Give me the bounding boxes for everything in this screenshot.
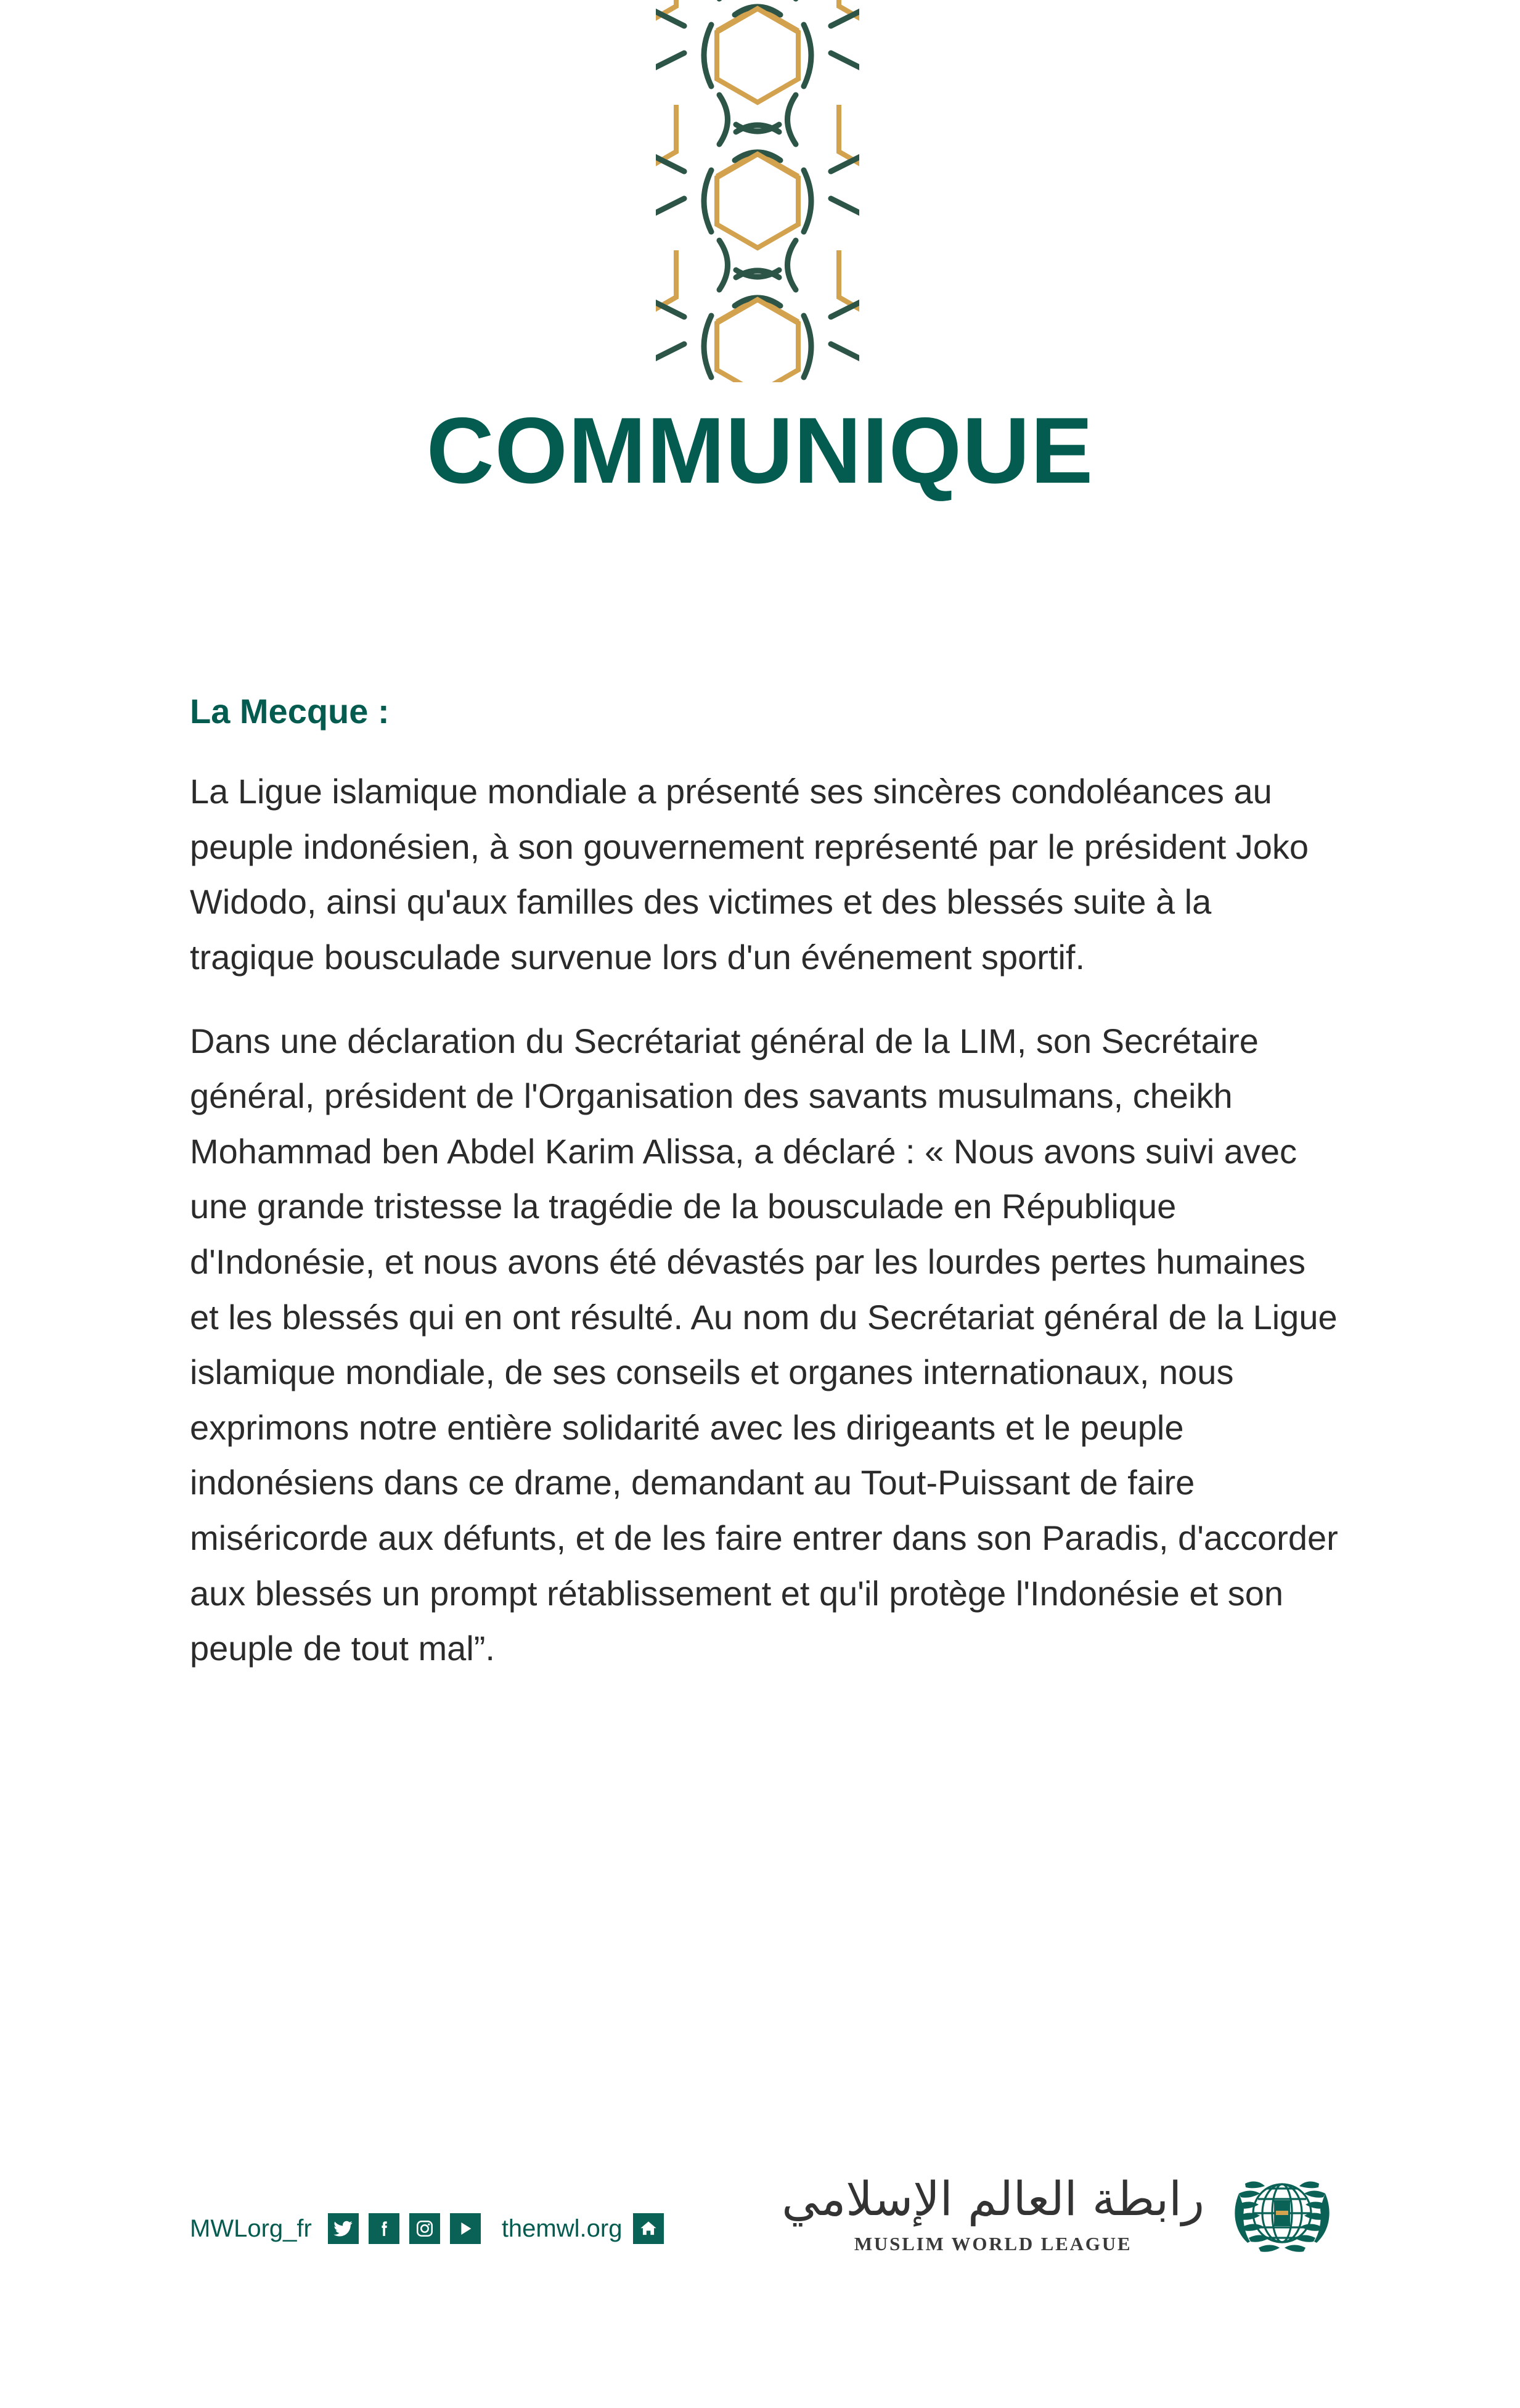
globe-laurel-emblem-icon bbox=[1220, 2152, 1344, 2275]
muslim-world-league-logo bbox=[782, 2152, 1344, 2275]
ornament-band bbox=[0, 0, 1520, 382]
paragraph-2: Dans une déclaration du Secrétariat général de la LIM, son Secrétaire général, président de l'Organisation des savants musulmans, cheikh Mohammad ben Abdel Karim Alissa, a déclaré : « Nous avons suivi avec une grande tristesse la tragédie de la bousculade en République d'Indonésie, et nous avons été dévastés par les lourdes pertes humaines et les blessés qui en ont résulté. Au nom du Secrétariat général de la Ligue islamique mondiale, de ses conseils et organes internationaux, nous exprimons notre entière solidarité avec les dirigeants et le peuple indonésiens dans ce drame, demandant au Tout-Puissant de faire miséricorde aux défunts, et de les faire entrer dans son Paradis, d'accorder aux blessés un prompt rétablissement et qu'il protège l'Indonésie et son peuple de tout mal”. bbox=[190, 1021, 1338, 1668]
website-label[interactable]: themwl.org bbox=[501, 2215, 623, 2242]
paragraph-1: La Ligue islamique mondiale a présenté ses sincères condoléances au peuple indonésien, à son gouvernement représenté par le président Joko Widodo, ainsi qu'aux familles des victimes et des blessés suite à la tragique bousculade survenue lors d'un événement sportif. bbox=[190, 772, 1309, 977]
footer bbox=[0, 2145, 1520, 2330]
logo-latin-text: MUSLIM WORLD LEAGUE bbox=[854, 2232, 1132, 2254]
home-icon[interactable] bbox=[633, 2213, 664, 2244]
instagram-icon[interactable] bbox=[409, 2213, 440, 2244]
logo-arabic-text: رابطة العالم الإسلامي bbox=[782, 2171, 1204, 2227]
social-strip bbox=[190, 2213, 664, 2244]
facebook-icon[interactable] bbox=[369, 2213, 399, 2244]
article-body bbox=[190, 690, 1342, 1676]
social-handle: MWLorg_fr bbox=[190, 2215, 312, 2242]
dateline: La Mecque : bbox=[190, 692, 390, 731]
twitter-icon[interactable] bbox=[328, 2213, 359, 2244]
page-title: COMMUNIQUE bbox=[426, 398, 1094, 503]
logo-wordmark bbox=[782, 2171, 1204, 2255]
youtube-icon[interactable] bbox=[450, 2213, 481, 2244]
islamic-geometric-pattern-icon bbox=[656, 0, 859, 382]
